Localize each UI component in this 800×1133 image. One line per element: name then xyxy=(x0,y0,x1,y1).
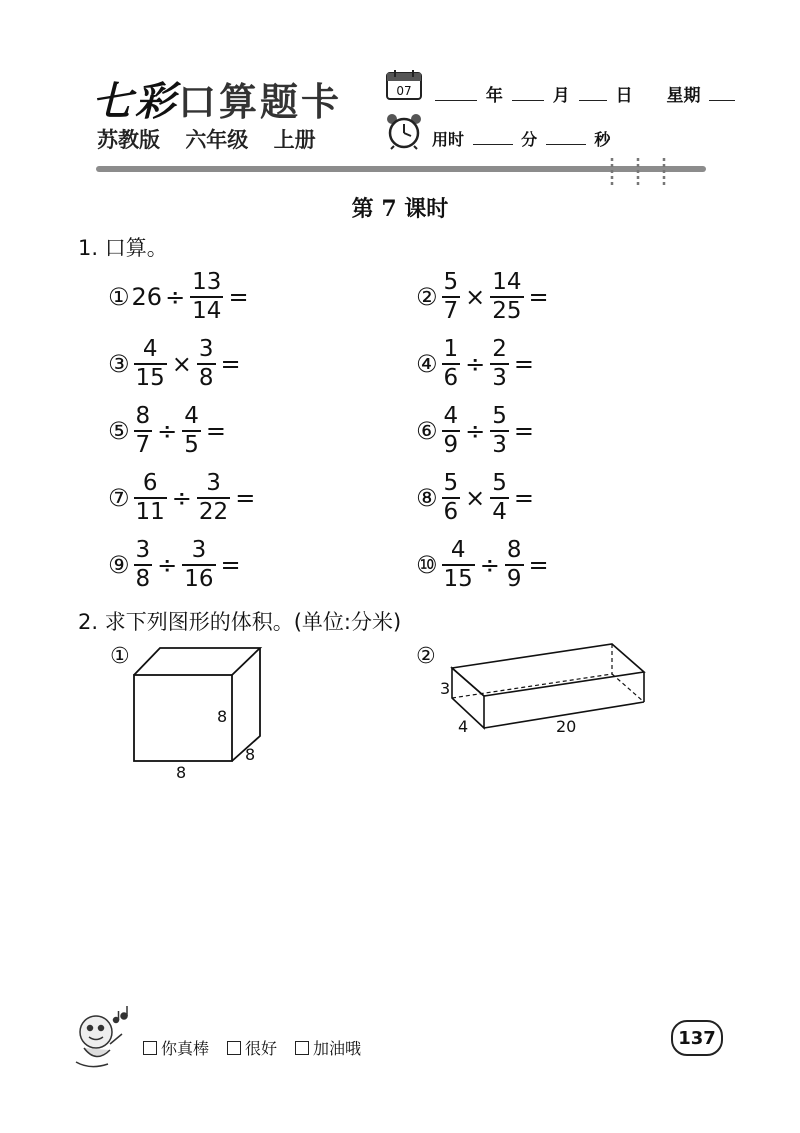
weekday-label: 星期 xyxy=(666,86,701,106)
seconds-blank[interactable] xyxy=(546,130,586,145)
calendar-day: 07 xyxy=(396,84,412,98)
problem-7 xyxy=(108,472,258,524)
cube-width-label: 8 xyxy=(176,763,187,782)
day-label: 日 xyxy=(615,86,633,106)
problem-number: ③ xyxy=(108,349,130,378)
equals-sign: = xyxy=(528,550,549,579)
binder-rings-icon xyxy=(600,156,680,188)
operator: ÷ xyxy=(171,483,192,512)
operator: × xyxy=(465,282,486,311)
fraction xyxy=(182,539,215,591)
operator: ÷ xyxy=(465,416,486,445)
fraction xyxy=(442,405,461,457)
problem-5 xyxy=(108,405,229,457)
time-fields xyxy=(432,127,610,150)
numerator: 3 xyxy=(198,336,214,362)
edition-publisher: 苏教版 xyxy=(97,128,160,152)
month-label: 月 xyxy=(552,86,570,106)
prism-length-label: 20 xyxy=(556,717,577,736)
fraction xyxy=(490,405,509,457)
equals-sign: = xyxy=(205,416,227,445)
figure-1-number: ① xyxy=(110,644,130,669)
rating-good[interactable] xyxy=(227,1036,277,1059)
problem-number: ⑩ xyxy=(416,550,438,579)
rating-keep-going[interactable] xyxy=(295,1036,361,1059)
problem-4 xyxy=(416,338,537,390)
denominator: 8 xyxy=(135,565,151,592)
numerator: 4 xyxy=(142,336,158,362)
date-fields xyxy=(432,81,738,106)
edition-info xyxy=(97,124,334,154)
problem-number: ⑥ xyxy=(416,416,438,445)
numerator: 5 xyxy=(443,269,459,295)
checkbox-icon[interactable] xyxy=(227,1041,241,1055)
fraction xyxy=(490,338,509,390)
denominator: 6 xyxy=(443,364,459,391)
fraction xyxy=(505,539,524,591)
prism-height-label: 3 xyxy=(440,679,451,698)
denominator: 3 xyxy=(492,364,507,391)
operator: × xyxy=(465,483,486,512)
fraction xyxy=(197,472,230,524)
numerator: 13 xyxy=(192,269,222,295)
prism-hidden-depth-edge xyxy=(612,674,644,702)
numerator: 4 xyxy=(450,537,466,563)
fraction xyxy=(442,271,461,323)
equals-sign: = xyxy=(513,416,535,445)
fraction xyxy=(190,271,223,323)
self-rating xyxy=(143,1036,379,1059)
brand-seal: 七彩 xyxy=(92,78,178,125)
equals-sign: = xyxy=(513,349,535,378)
prism-figure xyxy=(432,636,662,746)
seconds-label: 秒 xyxy=(594,130,611,149)
denominator: 3 xyxy=(492,431,507,458)
brand-title xyxy=(92,70,342,127)
fraction xyxy=(197,338,216,390)
problem-8 xyxy=(416,472,537,524)
checkbox-icon[interactable] xyxy=(143,1041,157,1055)
month-blank[interactable] xyxy=(512,86,544,101)
problem-number: ④ xyxy=(416,349,438,378)
calendar-icon xyxy=(385,68,425,102)
denominator: 16 xyxy=(184,565,214,592)
denominator: 9 xyxy=(506,565,522,592)
cube-top-face xyxy=(134,648,260,675)
time-used-label: 用时 xyxy=(432,130,465,149)
cube-figure xyxy=(120,640,280,785)
alarm-clock-icon xyxy=(384,112,424,150)
problem-2 xyxy=(416,271,552,323)
problem-number: ② xyxy=(416,282,438,311)
rating-label: 加油哦 xyxy=(313,1039,362,1058)
operator: ÷ xyxy=(465,349,486,378)
equals-sign: = xyxy=(235,483,256,512)
fraction xyxy=(134,338,167,390)
equals-sign: = xyxy=(220,550,241,579)
fraction xyxy=(134,405,153,457)
equals-sign: = xyxy=(228,282,249,311)
operator: × xyxy=(171,349,192,378)
fraction xyxy=(134,539,153,591)
problem-number: ⑤ xyxy=(108,416,130,445)
lesson-title: 第 7 课时 xyxy=(351,196,449,222)
operator: ÷ xyxy=(165,282,186,311)
page-number: 137 xyxy=(671,1020,723,1056)
fraction xyxy=(182,405,201,457)
numerator: 8 xyxy=(135,403,151,429)
numerator: 3 xyxy=(206,470,221,496)
problem-number: ⑦ xyxy=(108,483,130,512)
equals-sign: = xyxy=(528,282,549,311)
year-label: 年 xyxy=(485,86,503,106)
problem-number: ① xyxy=(108,282,130,311)
checkbox-icon[interactable] xyxy=(295,1041,309,1055)
numerator: 3 xyxy=(135,537,151,563)
section-2-heading: 2. 求下列图形的体积。(单位:分米) xyxy=(78,610,402,634)
minutes-blank[interactable] xyxy=(473,130,513,145)
prism-top-face xyxy=(452,644,644,696)
operator: ÷ xyxy=(157,550,178,579)
operator: ÷ xyxy=(157,416,178,445)
prism-hidden-bottom-edge xyxy=(452,674,612,698)
problem-1 xyxy=(108,271,252,323)
numerator: 5 xyxy=(492,403,507,429)
brand-name: 口算题卡 xyxy=(178,80,343,124)
denominator: 11 xyxy=(135,498,165,525)
numerator: 5 xyxy=(443,470,459,496)
edition-volume: 上册 xyxy=(273,128,316,152)
year-blank[interactable] xyxy=(435,86,477,101)
numerator: 2 xyxy=(492,336,507,362)
problem-9 xyxy=(108,539,244,591)
numerator: 14 xyxy=(492,269,522,295)
rating-label: 你真棒 xyxy=(161,1039,210,1058)
problem-number: ⑨ xyxy=(108,550,130,579)
day-blank[interactable] xyxy=(579,86,607,101)
denominator: 15 xyxy=(135,364,165,391)
denominator: 5 xyxy=(184,431,199,458)
cube-height-label: 8 xyxy=(217,707,228,726)
problem-10 xyxy=(416,539,552,591)
problem-3 xyxy=(108,338,244,390)
numerator: 5 xyxy=(492,470,507,496)
denominator: 4 xyxy=(492,498,507,525)
equals-sign: = xyxy=(513,483,535,512)
numerator: 8 xyxy=(506,537,522,563)
problem-number: ⑧ xyxy=(416,483,438,512)
operator: ÷ xyxy=(479,550,500,579)
denominator: 14 xyxy=(192,297,222,324)
rating-label: 很好 xyxy=(245,1039,278,1058)
edition-grade: 六年级 xyxy=(185,128,249,152)
section-1-heading: 1. 口算。 xyxy=(78,236,168,260)
denominator: 8 xyxy=(198,364,214,391)
cube-depth-label: 8 xyxy=(245,745,256,764)
denominator: 9 xyxy=(443,431,459,458)
numerator: 3 xyxy=(191,537,207,563)
numerator: 6 xyxy=(142,470,158,496)
whole-number: 26 xyxy=(131,282,163,311)
figure-2-number: ② xyxy=(416,644,436,669)
problem-6 xyxy=(416,405,537,457)
numerator: 4 xyxy=(443,403,459,429)
denominator: 6 xyxy=(443,498,459,525)
numerator: 1 xyxy=(443,336,459,362)
minutes-label: 分 xyxy=(521,130,538,149)
fraction xyxy=(134,472,167,524)
denominator: 15 xyxy=(443,565,473,592)
fraction xyxy=(442,472,461,524)
fraction xyxy=(442,539,475,591)
denominator: 7 xyxy=(135,431,151,458)
fraction xyxy=(490,271,523,323)
numerator: 4 xyxy=(184,403,199,429)
denominator: 25 xyxy=(492,297,522,324)
prism-depth-label: 4 xyxy=(458,717,469,736)
denominator: 22 xyxy=(198,498,229,525)
fraction xyxy=(490,472,509,524)
rating-great[interactable] xyxy=(143,1036,209,1059)
equals-sign: = xyxy=(220,349,241,378)
weekday-blank[interactable] xyxy=(709,86,735,101)
denominator: 7 xyxy=(443,297,459,324)
fraction xyxy=(442,338,461,390)
cartoon-mascot-icon xyxy=(70,1004,140,1070)
